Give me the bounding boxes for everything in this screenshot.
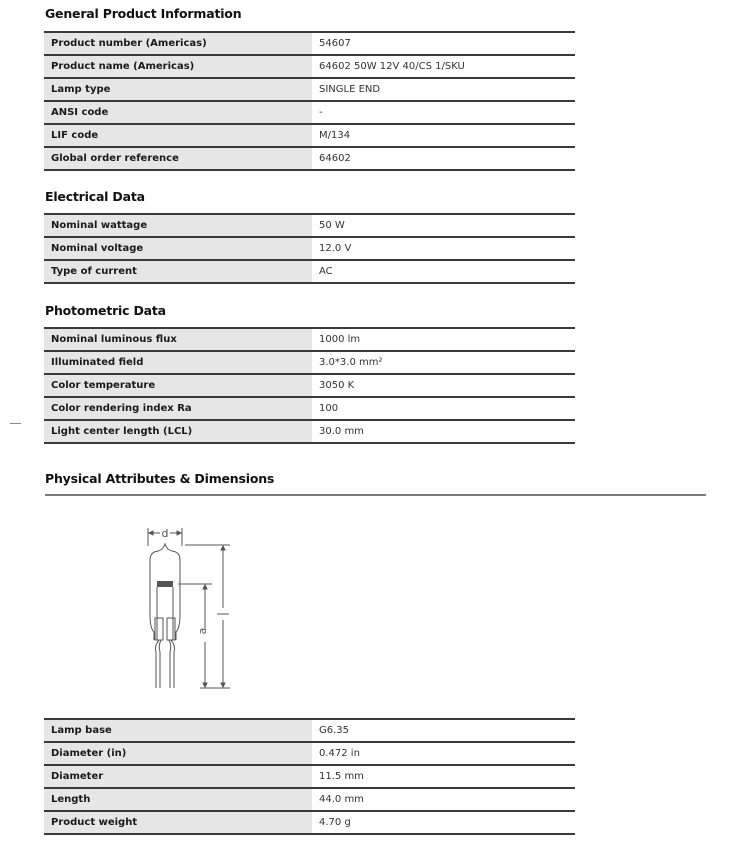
margin-dash-mark [10, 423, 21, 424]
row-value: 30.0 mm [312, 420, 575, 443]
row-label: Illuminated field [44, 351, 312, 374]
row-value: AC [312, 260, 575, 283]
row-label: Diameter (in) [44, 742, 312, 765]
row-label: Nominal voltage [44, 237, 312, 260]
row-label: Length [44, 788, 312, 811]
table-row [44, 374, 575, 397]
row-label: Product weight [44, 811, 312, 834]
section-title-physical: Physical Attributes & Dimensions [45, 471, 275, 486]
row-value: 0.472 in [312, 742, 575, 765]
row-value: 100 [312, 397, 575, 420]
table-row [44, 811, 575, 834]
table-row [44, 788, 575, 811]
table-row [44, 55, 575, 78]
photometric-data-table [44, 327, 575, 444]
row-value: 4.70 g [312, 811, 575, 834]
electrical-data-table [44, 213, 575, 284]
row-value: 54607 [312, 32, 575, 55]
physical-attributes-table [44, 718, 575, 835]
row-value: 12.0 V [312, 237, 575, 260]
row-label: Product name (Americas) [44, 55, 312, 78]
row-value: SINGLE END [312, 78, 575, 101]
row-label: Color rendering index Ra [44, 397, 312, 420]
section-divider [45, 494, 706, 496]
row-value: 11.5 mm [312, 765, 575, 788]
table-row [44, 78, 575, 101]
table-row [44, 328, 575, 351]
row-label: Color temperature [44, 374, 312, 397]
table-row [44, 124, 575, 147]
row-value: 64602 50W 12V 40/CS 1/SKU [312, 55, 575, 78]
table-row [44, 719, 575, 742]
section-title-general: General Product Information [45, 6, 242, 21]
table-row [44, 742, 575, 765]
table-row [44, 101, 575, 124]
row-label: Light center length (LCL) [44, 420, 312, 443]
row-value: 3.0*3.0 mm² [312, 351, 575, 374]
row-value: 3050 K [312, 374, 575, 397]
row-label: Type of current [44, 260, 312, 283]
lamp-dimension-drawing-icon [130, 520, 240, 692]
table-row [44, 351, 575, 374]
table-row [44, 420, 575, 443]
table-row [44, 237, 575, 260]
row-label: LIF code [44, 124, 312, 147]
table-row [44, 397, 575, 420]
row-label: Nominal wattage [44, 214, 312, 237]
row-label: Lamp base [44, 719, 312, 742]
row-value: - [312, 101, 575, 124]
row-label: Product number (Americas) [44, 32, 312, 55]
row-value: G6.35 [312, 719, 575, 742]
general-info-table [44, 31, 575, 171]
row-value: 1000 lm [312, 328, 575, 351]
table-row [44, 147, 575, 170]
row-label: Nominal luminous flux [44, 328, 312, 351]
row-value: 50 W [312, 214, 575, 237]
row-label: Global order reference [44, 147, 312, 170]
table-row [44, 765, 575, 788]
row-label: ANSI code [44, 101, 312, 124]
row-label: Lamp type [44, 78, 312, 101]
row-value: 44.0 mm [312, 788, 575, 811]
svg-text:d: d [161, 527, 169, 540]
row-label: Diameter [44, 765, 312, 788]
row-value: 64602 [312, 147, 575, 170]
row-value: M/134 [312, 124, 575, 147]
table-row [44, 260, 575, 283]
table-row [44, 32, 575, 55]
svg-text:a: a [196, 627, 209, 635]
table-row [44, 214, 575, 237]
section-title-electrical: Electrical Data [45, 189, 145, 204]
section-title-photometric: Photometric Data [45, 303, 166, 318]
